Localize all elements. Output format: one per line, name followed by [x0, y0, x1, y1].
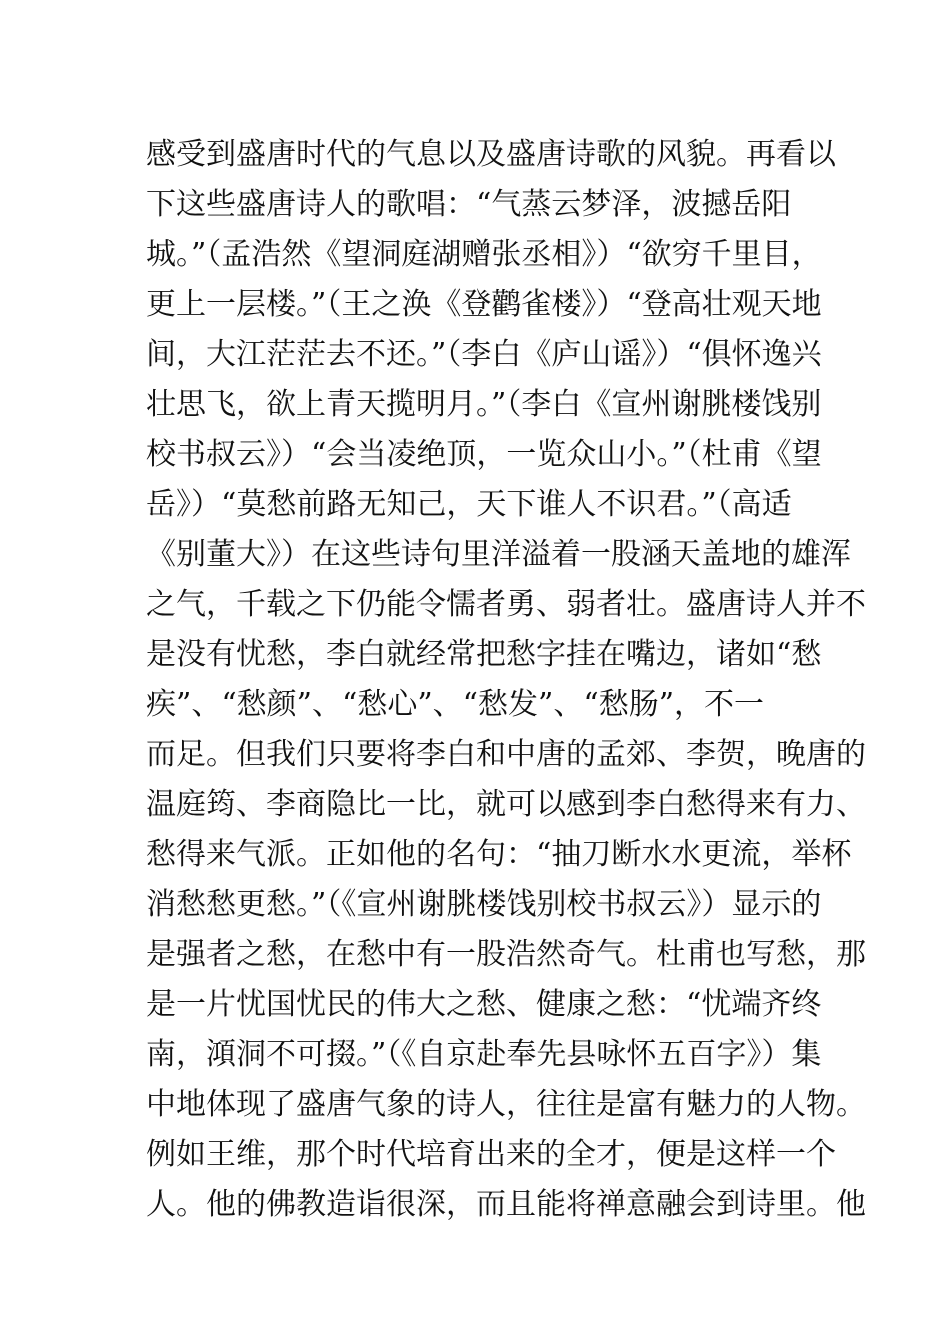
body-text	[146, 130, 866, 1230]
text-line: 之气，千载之下仍能令懦者勇、弱者壮。盛唐诗人并不	[146, 587, 866, 622]
text-line: 消愁愁更愁。”（《宣州谢朓楼饯别校书叔云》）显示的	[146, 887, 822, 922]
text-line: 南，澒洞不可掇。”（《自京赴奉先县咏怀五百字》）集	[146, 1037, 822, 1072]
text-line: 是没有忧愁，李白就经常把愁字挂在嘴边，诸如“愁	[146, 637, 822, 672]
text-line: 人。他的佛教造诣很深，而且能将禅意融会到诗里。他	[146, 1187, 866, 1222]
text-line: 中地体现了盛唐气象的诗人，往往是富有魅力的人物。	[146, 1087, 866, 1122]
text-line: 是一片忧国忧民的伟大之愁、健康之愁：“忧端齐终	[146, 987, 822, 1022]
text-line: 温庭筠、李商隐比一比，就可以感到李白愁得来有力、	[146, 787, 866, 822]
text-line: 愁得来气派。正如他的名句：“抽刀断水水更流，举杯	[146, 837, 852, 872]
text-line: 城。”（孟浩然《望洞庭湖赠张丞相》）“欲穷千里目，	[146, 237, 822, 272]
text-line: 例如王维，那个时代培育出来的全才，便是这样一个	[146, 1137, 836, 1172]
text-line: 间，大江茫茫去不还。”（李白《庐山谣》）“俱怀逸兴	[146, 337, 822, 372]
text-line: 校书叔云》）“会当凌绝顶，一览众山小。”（杜甫《望	[146, 437, 822, 472]
text-line: 感受到盛唐时代的气息以及盛唐诗歌的风貌。再看以	[146, 137, 836, 172]
text-line: 下这些盛唐诗人的歌唱：“气蒸云梦泽，波撼岳阳	[146, 187, 792, 222]
text-line: 壮思飞，欲上青天揽明月。”（李白《宣州谢朓楼饯别	[146, 387, 822, 422]
text-line: 岳》）“莫愁前路无知己，天下谁人不识君。”（高适	[146, 487, 792, 522]
text-line: 而足。但我们只要将李白和中唐的孟郊、李贺，晚唐的	[146, 737, 866, 772]
text-line: 更上一层楼。”（王之涣《登鹳雀楼》）“登高壮观天地	[146, 287, 822, 322]
text-line: 疾”、“愁颜”、“愁心”、“愁发”、“愁肠”，不一	[146, 687, 765, 722]
text-line: 《别董大》）在这些诗句里洋溢着一股涵天盖地的雄浑	[146, 537, 851, 572]
text-line: 是强者之愁，在愁中有一股浩然奇气。杜甫也写愁，那	[146, 937, 866, 972]
